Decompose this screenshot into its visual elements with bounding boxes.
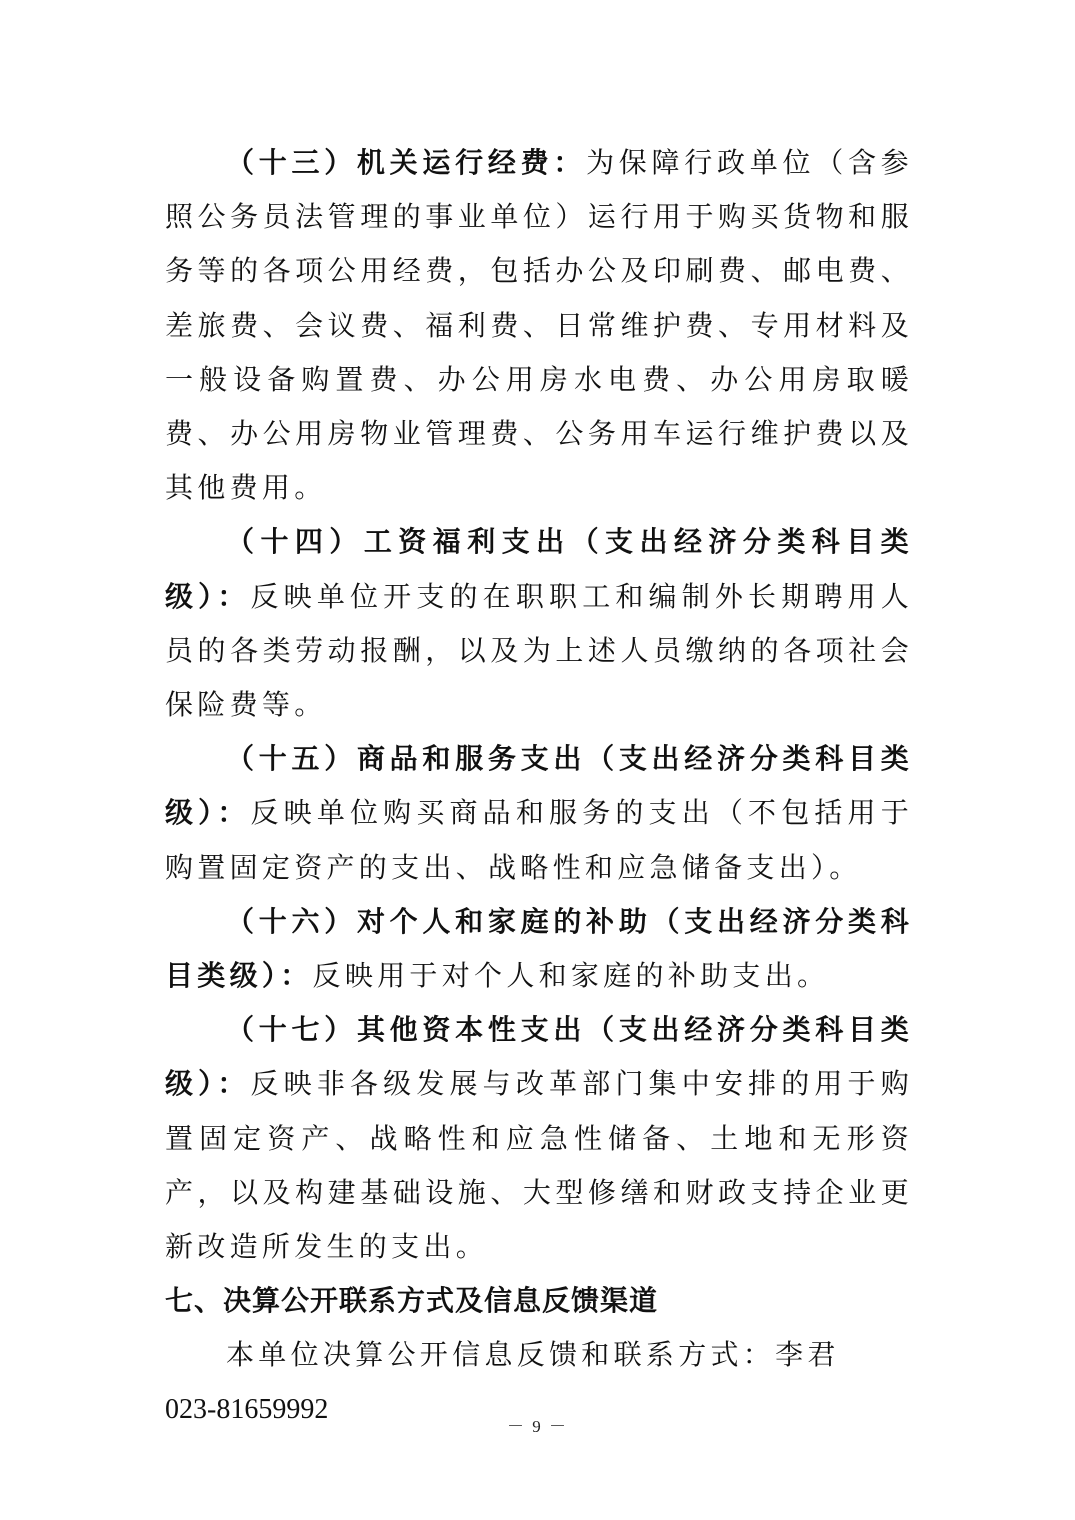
paragraph-item-17	[165, 1003, 913, 1274]
paragraph-term: （十四）工资福利支出（支出经济分类科目类级）：	[165, 525, 913, 613]
page-number: － 9 －	[507, 1417, 568, 1436]
paragraph-term: （十五）商品和服务支出（支出经济分类科目类级）：	[165, 742, 913, 830]
page-content	[165, 136, 913, 1437]
paragraph-item-13	[165, 136, 913, 515]
section-heading: 七、决算公开联系方式及信息反馈渠道	[165, 1284, 659, 1318]
paragraph-text: 反映单位开支的在职职工和编制外长期聘用人员的各类劳动报酬，以及为上述人员缴纳的各项社会保险费等。	[165, 579, 913, 722]
paragraph-term: （十六）对个人和家庭的补助（支出经济分类科目类级）：	[165, 904, 913, 993]
paragraph-item-15	[165, 732, 913, 895]
paragraph-text: 反映非各级发展与改革部门集中安排的用于购置固定资产、战略性和应急性储备、土地和无形资产，以及构建基础设施、大型修缮和财政支持企业更新改造所发生的支出。	[165, 1067, 913, 1264]
paragraph-item-14	[165, 515, 913, 732]
paragraph-text: 反映用于对个人和家庭的补助支出。	[312, 959, 830, 993]
paragraph-term: （十七）其他资本性支出（支出经济分类科目类级）：	[165, 1013, 913, 1101]
paragraph-term: （十三）机关运行经费：	[226, 146, 587, 179]
contact-info: 本单位决算公开信息反馈和联系方式：李君	[226, 1338, 840, 1372]
paragraph-text: 为保障行政单位（含参照公务员法管理的事业单位）运行用于购买货物和服务等的各项公用经费，包括办公及印刷费、邮电费、差旅费、会议费、福利费、日常维护费、专用材料及一般设备购置费、办公用房水电费、办公用房取暖费、办公用房物业管理费、公务用车运行维护费以及其他费用。	[165, 146, 913, 505]
paragraph-text: 反映单位购买商品和服务的支出（不包括用于购置固定资产的支出、战略性和应急储备支出）。	[165, 796, 913, 884]
paragraph-item-16	[165, 895, 913, 1003]
contact-phone: 023-81659992	[165, 1393, 329, 1425]
